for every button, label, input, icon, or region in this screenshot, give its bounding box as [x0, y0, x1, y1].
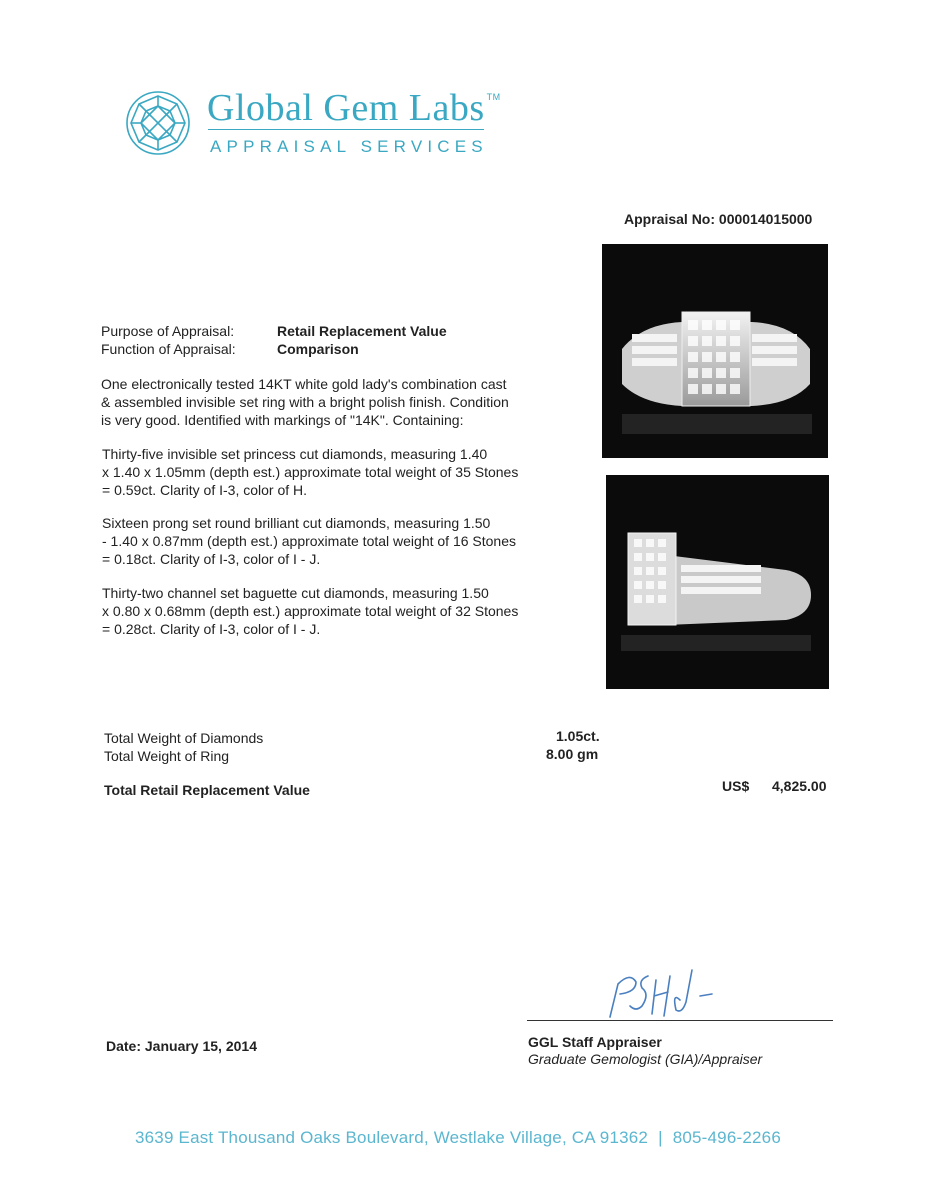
stone-line: Thirty-five invisible set princess cut diamonds, measuring 1.40: [102, 446, 488, 462]
brand-name: Global Gem Labs ™: [207, 87, 501, 129]
ring-photo-front: [602, 244, 828, 458]
stone-line: Thirty-two channel set baguette cut diamonds, measuring 1.50: [102, 585, 489, 601]
total-diamond-weight-value: 1.05ct.: [556, 728, 600, 744]
retail-value-label: Total Retail Replacement Value: [104, 782, 310, 798]
item-description: [101, 375, 571, 429]
stone-line: = 0.28ct. Clarity of I-3, color of I - J.: [102, 621, 321, 637]
total-ring-weight-label: Total Weight of Ring: [104, 748, 230, 764]
signature-image: [600, 962, 720, 1022]
stone-line: Sixteen prong set round brilliant cut diamonds, measuring 1.50: [102, 515, 491, 531]
appraiser-title: GGL Staff Appraiser: [528, 1034, 662, 1050]
stone-group-baguette: [102, 584, 572, 638]
stone-group-princess: [102, 445, 572, 499]
total-ring-weight-value: 8.00 gm: [546, 746, 599, 762]
footer-phone: 805-496-2266: [672, 1128, 781, 1147]
footer-separator: |: [658, 1128, 663, 1147]
appraisal-number: Appraisal No: 000014015000: [624, 211, 813, 227]
description-line: is very good. Identified with markings of "14K". Containing:: [101, 412, 464, 428]
gem-logo-icon: [125, 90, 191, 156]
trademark-mark: TM: [486, 92, 501, 102]
brand-subtitle: APPRAISAL SERVICES: [210, 137, 488, 156]
stone-group-round: [102, 514, 572, 568]
stone-line: = 0.59ct. Clarity of I-3, color of H.: [102, 482, 308, 498]
stone-line: x 0.80 x 0.68mm (depth est.) approximate total weight of 32 Stones: [102, 603, 519, 619]
stone-line: - 1.40 x 0.87mm (depth est.) approximate total weight of 16 Stones: [102, 533, 516, 549]
function-label: Function of Appraisal:: [101, 341, 236, 357]
brand-divider: [208, 129, 484, 130]
total-diamond-weight-label: Total Weight of Diamonds: [104, 730, 264, 746]
stone-line: = 0.18ct. Clarity of I-3, color of I - J.: [102, 551, 321, 567]
ring-photo-side: [606, 475, 829, 689]
retail-value-amount: 4,825.00: [772, 778, 827, 794]
currency-label: US$: [722, 778, 750, 794]
description-line: One electronically tested 14KT white gold lady's combination cast: [101, 376, 507, 392]
stone-line: x 1.40 x 1.05mm (depth est.) approximate total weight of 35 Stones: [102, 464, 519, 480]
function-value: Comparison: [277, 341, 359, 357]
purpose-label: Purpose of Appraisal:: [101, 323, 235, 339]
footer-address: 3639 East Thousand Oaks Boulevard, Westlake Village, CA 91362: [135, 1128, 649, 1147]
appraisal-date: Date: January 15, 2014: [106, 1038, 257, 1054]
purpose-value: Retail Replacement Value: [277, 323, 447, 339]
footer-contact: [135, 1128, 781, 1148]
signature-line: [527, 1020, 833, 1021]
appraiser-credential: Graduate Gemologist (GIA)/Appraiser: [528, 1051, 763, 1067]
description-line: & assembled invisible set ring with a bright polish finish. Condition: [101, 394, 509, 410]
